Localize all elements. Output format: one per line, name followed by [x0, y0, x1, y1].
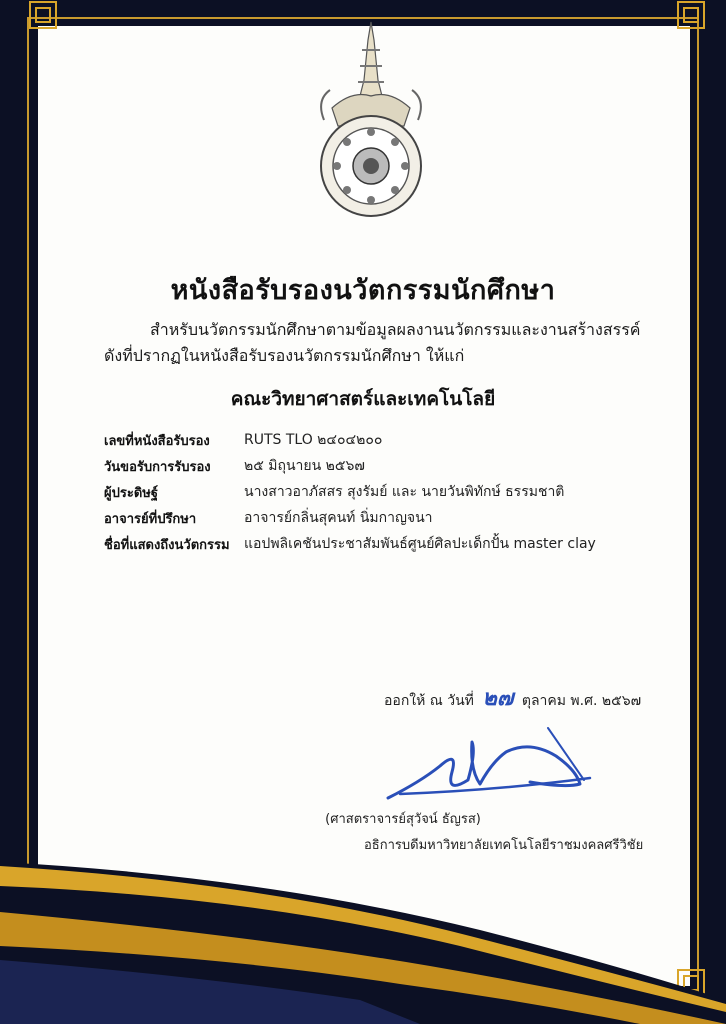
corner-ornament-bottom-right — [676, 968, 706, 998]
detail-value: แอปพลิเคชันประชาสัมพันธ์ศูนย์ศิลปะเด็กปั้น master clay — [244, 536, 596, 552]
detail-value: อาจารย์กลิ่นสุคนท์ นิ่มกาญจนา — [244, 510, 433, 526]
detail-value: นางสาวอาภัสสร สุงรัมย์ และ นายวันพิทักษ์ ธรรมชาติ — [244, 484, 565, 500]
handwritten-signature — [380, 722, 610, 812]
detail-value: ๒๕ มิถุนายน ๒๕๖๗ — [244, 458, 365, 474]
recipient-name: คณะวิทยาศาสตร์และเทคโนโลยี — [230, 388, 496, 410]
detail-label: ผู้ประดิษฐ์ — [104, 485, 159, 501]
detail-row-innovation-name — [104, 531, 664, 557]
detail-label: เลขที่หนังสือรับรอง — [104, 433, 210, 449]
signer-title: อธิการบดีมหาวิทยาลัยเทคโนโลยีราชมงคลศรีวิชัย — [364, 838, 644, 853]
corner-ornament-top-left — [28, 0, 58, 30]
detail-row-advisor — [104, 505, 664, 531]
detail-row-request-date — [104, 453, 664, 479]
detail-value: RUTS TLO ๒๔๐๔๒๐๐ — [244, 432, 383, 448]
intro-line-2: ดังที่ปรากฏในหนังสือรับรองนวัตกรรมนักศึกษา ให้แก่ — [104, 346, 465, 365]
corner-ornament-top-right — [676, 0, 706, 30]
intro-line-1: สำหรับนวัตกรรมนักศึกษาตามข้อมูลผลงานนวัตกรรมและงานสร้างสรรค์ — [150, 320, 641, 339]
detail-label: ชื่อที่แสดงถึงนวัตกรรม — [104, 537, 230, 553]
detail-label: วันขอรับการรับรอง — [104, 459, 211, 475]
detail-row-certificate-number — [104, 427, 664, 453]
issue-date-suffix: ตุลาคม พ.ศ. ๒๕๖๗ — [521, 693, 642, 709]
issue-day-handwritten: ๒๗ — [482, 686, 514, 711]
certificate-details — [104, 427, 664, 557]
university-seal — [312, 20, 430, 218]
signer-name: (ศาสตราจารย์สุวัจน์ ธัญรส) — [325, 812, 481, 827]
detail-row-inventors — [104, 479, 664, 505]
issue-date — [384, 680, 641, 715]
detail-label: อาจารย์ที่ปรึกษา — [104, 511, 197, 527]
issue-date-prefix: ออกให้ ณ วันที่ — [384, 693, 474, 709]
certificate-title: หนังสือรับรองนวัตกรรมนักศึกษา — [170, 275, 556, 306]
